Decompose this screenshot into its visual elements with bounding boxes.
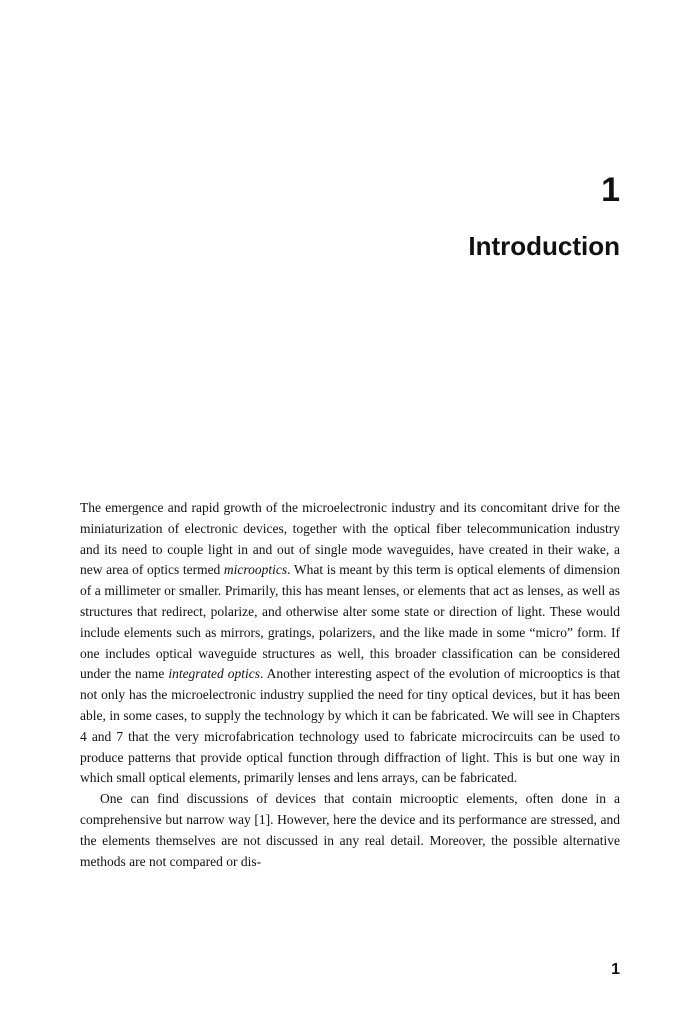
italic-term-microoptics: microoptics (223, 562, 288, 578)
text-span: One can find discussions of devices that contain microoptic elements, often done in a comprehensive but narrow way [1]. However, here the device and its performance are stressed, and the elements themselves are not discussed in any real detail. Moreover, the possible alternative methods are not compared or dis- (80, 791, 620, 869)
italic-term-integrated-optics: integrated optics (168, 666, 260, 682)
body-text (80, 498, 620, 872)
chapter-number: 1 (601, 171, 620, 209)
text-span: . What is meant by this term is optical elements of dimension of a millimeter or smaller. Primarily, this has meant lenses, or elements that act as lenses, as well as structures that redirect, polarize, and otherwise alter some state or direction of light. These would include elements such as mirrors, gratings, polarizers, and the like made in some “micro” form. If one includes optical waveguide structures as well, this broader classification can be considered under the name (80, 562, 620, 682)
chapter-title: Introduction (468, 231, 620, 261)
text-span: . Another interesting aspect of the evolution of microoptics is that not only has the microelectronic industry supplied the need for tiny optical devices, but it has been able, in some cases, to supply the technology by which it can be fabricated. We will see in Chapters 4 and 7 that the very microfabrication technology used to fabricate microcircuits can be used to produce patterns that provide optical function through diffraction of light. This is but one way in which small optical elements, primarily lenses and lens arrays, can be fabricated. (80, 666, 620, 786)
page-number: 1 (611, 961, 620, 978)
text-span: The emergence and rapid growth of the microelectronic industry and its concomitant drive for the miniaturization of electronic devices, together with the optical fiber telecommunication industry and its need to couple light in and out of single mode waveguides, have created in their wake, a new area of optics termed (80, 500, 620, 578)
paragraph (80, 498, 620, 789)
paragraph (80, 789, 620, 872)
